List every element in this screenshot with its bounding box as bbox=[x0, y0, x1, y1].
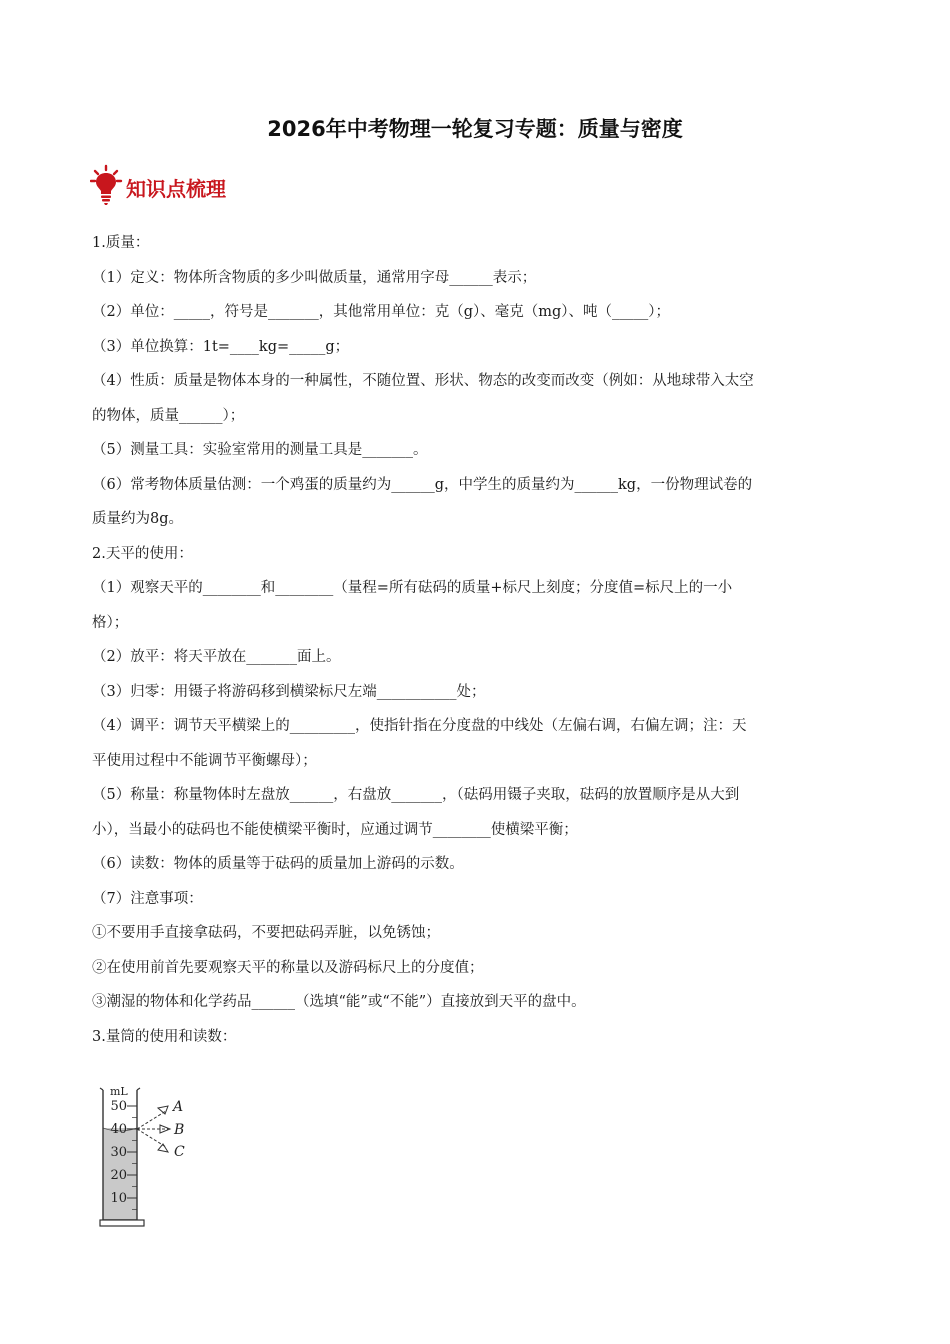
view-label: C bbox=[174, 1144, 185, 1160]
section-title: 知识点梳理 bbox=[126, 176, 226, 201]
paragraph-line: （7）注意事项： bbox=[92, 890, 203, 907]
tick-label: 40 bbox=[110, 1122, 127, 1137]
paragraph-line: 格）； bbox=[92, 614, 129, 631]
paragraph-line: （5）测量工具：实验室常用的测量工具是_______。 bbox=[92, 442, 428, 458]
paragraph-line: （2）单位：_____，符号是_______，其他常用单位：克（g）、毫克（mg）、吨（_____）； bbox=[92, 304, 671, 320]
unit-label: mL bbox=[110, 1085, 128, 1098]
paragraph-line: （1）定义：物体所含物质的多少叫做质量，通常用字母______表示； bbox=[92, 269, 537, 286]
paragraph-line: 2.天平的使用： bbox=[92, 545, 193, 562]
paragraph-line: ③潮湿的物体和化学药品______（选填“能”或“不能”）直接放到天平的盘中。 bbox=[92, 994, 586, 1010]
paragraph-line: 平使用过程中不能调节平衡螺母）； bbox=[92, 752, 317, 769]
paragraph-line: （4）调平：调节天平横梁上的_________，使指针指在分度盘的中线处（左偏右调，右偏左调；注：天 bbox=[92, 718, 747, 734]
paragraph-line: 质量约为8g。 bbox=[92, 511, 184, 527]
paragraph-line: （2）放平：将天平放在_______面上。 bbox=[92, 649, 341, 665]
tick-label: 20 bbox=[110, 1168, 127, 1183]
lightbulb-icon bbox=[90, 163, 126, 207]
paragraph-line: 小），当最小的砝码也不能使横梁平衡时，应通过调节________使横梁平衡； bbox=[92, 821, 578, 838]
paragraph-line: 3.量筒的使用和读数： bbox=[92, 1028, 237, 1045]
paragraph-line: 的物体，质量______）； bbox=[92, 407, 245, 424]
graduated-cylinder-figure bbox=[96, 1078, 196, 1228]
tick-label: 30 bbox=[110, 1145, 127, 1160]
paragraph-line: 1.质量： bbox=[92, 235, 150, 251]
page-title: 2026年中考物理一轮复习专题：质量与密度 bbox=[267, 117, 683, 141]
section-header bbox=[90, 163, 226, 207]
paragraph-line: （3）单位换算：1t=____kg=_____g； bbox=[92, 338, 350, 355]
view-label: A bbox=[173, 1099, 184, 1115]
document-body bbox=[92, 226, 862, 1054]
paragraph-line: （6）常考物体质量估测：一个鸡蛋的质量约为______g，中学生的质量约为______kg，一份物理试卷的 bbox=[92, 476, 753, 493]
paragraph-line: ①不要用手直接拿砝码，不要把砝码弄脏，以免锈蚀； bbox=[92, 925, 440, 941]
paragraph-line: （4）性质：质量是物体本身的一种属性，不随位置、形状、物态的改变而改变（例如：从地球带入太空 bbox=[92, 373, 754, 389]
paragraph-line: （3）归零：用镊子将游码移到横梁标尺左端___________处； bbox=[92, 683, 486, 700]
tick-label: 10 bbox=[110, 1191, 127, 1206]
paragraph-line: （6）读数：物体的质量等于砝码的质量加上游码的示数。 bbox=[92, 856, 464, 872]
view-label: B bbox=[174, 1122, 185, 1138]
tick-label: 50 bbox=[110, 1099, 127, 1114]
paragraph-line: ②在使用前首先要观察天平的称量以及游码标尺上的分度值； bbox=[92, 959, 484, 976]
paragraph-line: （1）观察天平的________和________（量程=所有砝码的质量+标尺上刻度；分度值=标尺上的一小 bbox=[92, 580, 733, 596]
paragraph-line: （5）称量：称量物体时左盘放______，右盘放_______，（砝码用镊子夹取，砝码的放置顺序是从大到 bbox=[92, 787, 740, 803]
